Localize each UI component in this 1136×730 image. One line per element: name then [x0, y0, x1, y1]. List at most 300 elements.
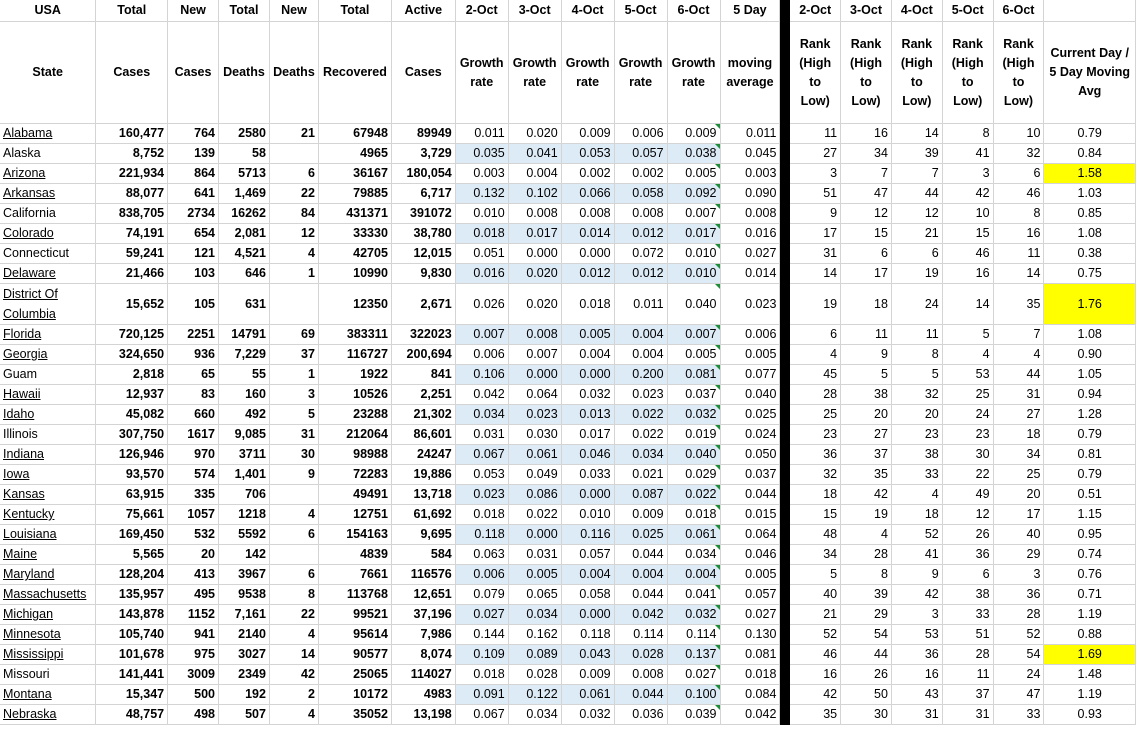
data-cell[interactable]: 0.200 — [614, 365, 667, 385]
data-cell[interactable]: 37 — [942, 685, 993, 705]
state-cell[interactable] — [0, 224, 96, 244]
data-cell[interactable]: 0.023 — [614, 385, 667, 405]
data-cell[interactable]: 31 — [891, 705, 942, 725]
data-cell[interactable]: 42705 — [318, 244, 391, 264]
data-cell[interactable]: 47 — [993, 685, 1044, 705]
data-cell[interactable]: 12350 — [318, 284, 391, 325]
data-cell[interactable]: 0.012 — [561, 264, 614, 284]
data-cell[interactable] — [269, 144, 318, 164]
state-cell[interactable] — [0, 545, 96, 565]
data-cell[interactable]: 0.027 — [667, 665, 720, 685]
separator-cell[interactable] — [780, 485, 790, 505]
data-cell[interactable]: 3,729 — [391, 144, 455, 164]
data-cell[interactable]: 0.109 — [455, 645, 508, 665]
separator-cell[interactable] — [780, 345, 790, 365]
data-cell[interactable]: 322023 — [391, 325, 455, 345]
data-cell[interactable]: 0.000 — [561, 485, 614, 505]
data-cell[interactable]: 1.19 — [1044, 605, 1136, 625]
separator-cell[interactable] — [780, 244, 790, 264]
data-cell[interactable]: 3 — [269, 385, 318, 405]
data-cell[interactable]: 0.015 — [720, 505, 780, 525]
data-cell[interactable]: 9,830 — [391, 264, 455, 284]
data-cell[interactable]: 0.061 — [508, 445, 561, 465]
data-cell[interactable]: 19 — [841, 505, 892, 525]
data-cell[interactable]: 0.023 — [455, 485, 508, 505]
data-cell[interactable]: 160 — [219, 385, 270, 405]
data-cell[interactable]: 1.48 — [1044, 665, 1136, 685]
data-cell[interactable]: 0.94 — [1044, 385, 1136, 405]
separator-cell[interactable] — [780, 545, 790, 565]
data-cell[interactable]: 15,652 — [96, 284, 168, 325]
header-cell[interactable]: New — [168, 0, 219, 22]
data-cell[interactable]: 0.041 — [667, 585, 720, 605]
data-cell[interactable]: 4 — [269, 705, 318, 725]
data-cell[interactable]: 0.072 — [614, 244, 667, 264]
data-cell[interactable]: 39 — [891, 144, 942, 164]
state-cell[interactable] — [0, 164, 96, 184]
state-cell[interactable] — [0, 425, 96, 445]
data-cell[interactable]: 32 — [891, 385, 942, 405]
state-cell[interactable] — [0, 625, 96, 645]
data-cell[interactable]: 0.005 — [667, 345, 720, 365]
header-cell[interactable]: Recovered — [318, 22, 391, 124]
data-cell[interactable]: 0.007 — [508, 345, 561, 365]
data-cell[interactable]: 970 — [168, 445, 219, 465]
data-cell[interactable]: 2,671 — [391, 284, 455, 325]
data-cell[interactable]: 720,125 — [96, 325, 168, 345]
data-cell[interactable]: 1.03 — [1044, 184, 1136, 204]
data-cell[interactable]: 25065 — [318, 665, 391, 685]
data-cell[interactable]: 113768 — [318, 585, 391, 605]
data-cell[interactable]: 55 — [219, 365, 270, 385]
data-cell[interactable]: 0.022 — [614, 425, 667, 445]
data-cell[interactable]: 16 — [790, 665, 841, 685]
state-name[interactable]: Idaho — [3, 407, 35, 421]
data-cell[interactable]: 139 — [168, 144, 219, 164]
data-cell[interactable]: 84 — [269, 204, 318, 224]
data-cell[interactable]: 9,085 — [219, 425, 270, 445]
data-cell[interactable]: 0.006 — [455, 565, 508, 585]
data-cell[interactable]: 0.012 — [614, 224, 667, 244]
data-cell[interactable]: 0.011 — [720, 124, 780, 144]
data-cell[interactable]: 0.086 — [508, 485, 561, 505]
data-cell[interactable]: 17 — [841, 264, 892, 284]
state-name[interactable]: Massachusetts — [3, 587, 87, 601]
header-cell[interactable]: Rank (High to Low) — [942, 22, 993, 124]
data-cell[interactable]: 0.009 — [561, 124, 614, 144]
data-cell[interactable]: 19 — [790, 284, 841, 325]
data-cell[interactable]: 0.091 — [455, 685, 508, 705]
data-cell[interactable]: 27 — [790, 144, 841, 164]
data-cell[interactable]: 0.049 — [508, 465, 561, 485]
separator-cell[interactable] — [780, 525, 790, 545]
data-cell[interactable]: 0.018 — [455, 224, 508, 244]
data-cell[interactable]: 21,466 — [96, 264, 168, 284]
data-cell[interactable]: 33 — [891, 465, 942, 485]
data-cell[interactable]: 0.016 — [455, 264, 508, 284]
data-cell[interactable]: 12,937 — [96, 385, 168, 405]
data-cell[interactable]: 0.029 — [667, 465, 720, 485]
data-cell[interactable]: 0.027 — [720, 605, 780, 625]
data-cell[interactable]: 88,077 — [96, 184, 168, 204]
data-cell[interactable]: 52 — [891, 525, 942, 545]
data-cell[interactable]: 0.013 — [561, 405, 614, 425]
data-cell[interactable]: 4 — [841, 525, 892, 545]
data-cell[interactable]: 4 — [891, 485, 942, 505]
data-cell[interactable]: 35 — [841, 465, 892, 485]
data-cell[interactable]: 0.037 — [667, 385, 720, 405]
data-cell[interactable]: 5 — [841, 365, 892, 385]
data-cell[interactable]: 0.010 — [561, 505, 614, 525]
separator-cell[interactable] — [780, 445, 790, 465]
data-cell[interactable]: 24 — [942, 405, 993, 425]
data-cell[interactable]: 0.023 — [720, 284, 780, 325]
data-cell[interactable]: 4,521 — [219, 244, 270, 264]
data-cell[interactable]: 841 — [391, 365, 455, 385]
data-cell[interactable]: 7 — [841, 164, 892, 184]
data-cell[interactable]: 90577 — [318, 645, 391, 665]
data-cell[interactable]: 1218 — [219, 505, 270, 525]
data-cell[interactable]: 0.022 — [667, 485, 720, 505]
separator-cell[interactable] — [780, 325, 790, 345]
data-cell[interactable]: 2,818 — [96, 365, 168, 385]
data-cell[interactable]: 16262 — [219, 204, 270, 224]
data-cell[interactable]: 23288 — [318, 405, 391, 425]
data-cell[interactable]: 0.106 — [455, 365, 508, 385]
data-cell[interactable]: 0.032 — [667, 605, 720, 625]
state-name[interactable]: Mississippi — [3, 647, 64, 661]
separator-cell[interactable] — [780, 405, 790, 425]
separator-cell[interactable] — [780, 425, 790, 445]
data-cell[interactable]: 75,661 — [96, 505, 168, 525]
header-cell[interactable]: Growth rate — [667, 22, 720, 124]
data-cell[interactable]: 0.040 — [667, 284, 720, 325]
data-cell[interactable]: 0.007 — [667, 325, 720, 345]
data-cell[interactable]: 4 — [269, 625, 318, 645]
data-cell[interactable]: 192 — [219, 685, 270, 705]
data-cell[interactable]: 48,757 — [96, 705, 168, 725]
data-cell[interactable]: 41 — [891, 545, 942, 565]
data-cell[interactable]: 12,015 — [391, 244, 455, 264]
data-cell[interactable]: 14 — [269, 645, 318, 665]
data-cell[interactable]: 0.022 — [614, 405, 667, 425]
data-cell[interactable]: 8 — [841, 565, 892, 585]
separator-cell[interactable] — [780, 0, 790, 22]
data-cell[interactable]: 0.51 — [1044, 485, 1136, 505]
data-cell[interactable]: 30 — [942, 445, 993, 465]
data-cell[interactable]: 0.090 — [720, 184, 780, 204]
state-cell[interactable] — [0, 565, 96, 585]
data-cell[interactable]: 0.010 — [455, 204, 508, 224]
data-cell[interactable]: 141,441 — [96, 665, 168, 685]
header-cell[interactable]: Growth rate — [508, 22, 561, 124]
data-cell[interactable]: 0.009 — [667, 124, 720, 144]
data-cell[interactable]: 23 — [942, 425, 993, 445]
data-cell[interactable]: 4839 — [318, 545, 391, 565]
separator-cell[interactable] — [780, 645, 790, 665]
data-cell[interactable]: 22 — [269, 605, 318, 625]
data-cell[interactable]: 1 — [269, 365, 318, 385]
data-cell[interactable]: 0.009 — [561, 665, 614, 685]
data-cell[interactable]: 37,196 — [391, 605, 455, 625]
data-cell[interactable]: 0.018 — [667, 505, 720, 525]
state-name[interactable]: Indiana — [3, 447, 45, 461]
data-cell[interactable]: 3967 — [219, 565, 270, 585]
data-cell[interactable]: 532 — [168, 525, 219, 545]
data-cell[interactable]: 864 — [168, 164, 219, 184]
state-name[interactable]: Louisiana — [3, 527, 57, 541]
data-cell[interactable]: 0.005 — [720, 345, 780, 365]
data-cell[interactable]: 0.021 — [614, 465, 667, 485]
data-cell[interactable]: 16 — [993, 224, 1044, 244]
data-cell[interactable]: 26 — [841, 665, 892, 685]
data-cell[interactable]: 105,740 — [96, 625, 168, 645]
separator-cell[interactable] — [780, 665, 790, 685]
data-cell[interactable]: 6 — [269, 525, 318, 545]
data-cell[interactable]: 0.000 — [508, 365, 561, 385]
data-cell[interactable]: 0.067 — [455, 705, 508, 725]
data-cell[interactable]: 11 — [790, 124, 841, 144]
data-cell[interactable]: 12751 — [318, 505, 391, 525]
data-cell[interactable]: 1057 — [168, 505, 219, 525]
data-cell[interactable]: 0.93 — [1044, 705, 1136, 725]
data-cell[interactable]: 0.038 — [667, 144, 720, 164]
data-cell[interactable]: 26 — [942, 525, 993, 545]
state-cell[interactable] — [0, 465, 96, 485]
data-cell[interactable]: 95614 — [318, 625, 391, 645]
data-cell[interactable]: 646 — [219, 264, 270, 284]
data-cell[interactable]: 143,878 — [96, 605, 168, 625]
data-cell[interactable]: 0.018 — [720, 665, 780, 685]
data-cell[interactable]: 0.027 — [455, 605, 508, 625]
separator-cell[interactable] — [780, 685, 790, 705]
header-cell[interactable]: 2-Oct — [790, 0, 841, 22]
data-cell[interactable]: 32 — [993, 144, 1044, 164]
state-cell[interactable] — [0, 585, 96, 605]
data-cell[interactable]: 0.100 — [667, 685, 720, 705]
data-cell[interactable]: 53 — [891, 625, 942, 645]
state-name[interactable]: Alabama — [3, 126, 53, 140]
data-cell[interactable]: 0.033 — [561, 465, 614, 485]
header-cell[interactable]: 3-Oct — [841, 0, 892, 22]
data-cell[interactable]: 0.008 — [508, 325, 561, 345]
data-cell[interactable]: 126,946 — [96, 445, 168, 465]
state-cell[interactable] — [0, 284, 96, 325]
state-name[interactable]: Maine — [3, 547, 38, 561]
state-cell[interactable] — [0, 264, 96, 284]
data-cell[interactable]: 0.005 — [720, 565, 780, 585]
state-name[interactable]: Montana — [3, 687, 52, 701]
header-cell[interactable]: Growth rate — [455, 22, 508, 124]
data-cell[interactable]: 33 — [942, 605, 993, 625]
data-cell[interactable]: 0.008 — [508, 204, 561, 224]
data-cell[interactable]: 0.044 — [614, 685, 667, 705]
data-cell[interactable]: 11 — [993, 244, 1044, 264]
state-name[interactable]: District Of Columbia — [3, 287, 58, 321]
data-cell[interactable]: 0.042 — [614, 605, 667, 625]
data-cell[interactable]: 0.004 — [508, 164, 561, 184]
data-cell[interactable]: 631 — [219, 284, 270, 325]
data-cell[interactable]: 0.017 — [508, 224, 561, 244]
data-cell[interactable]: 0.019 — [667, 425, 720, 445]
data-cell[interactable]: 22 — [269, 184, 318, 204]
data-cell[interactable]: 9 — [841, 345, 892, 365]
data-cell[interactable]: 45,082 — [96, 405, 168, 425]
data-cell[interactable]: 8 — [942, 124, 993, 144]
data-cell[interactable]: 324,650 — [96, 345, 168, 365]
data-cell[interactable]: 8 — [993, 204, 1044, 224]
data-cell[interactable]: 0.012 — [614, 264, 667, 284]
data-cell[interactable]: 495 — [168, 585, 219, 605]
data-cell[interactable]: 0.018 — [455, 665, 508, 685]
state-cell[interactable] — [0, 345, 96, 365]
header-cell[interactable]: Growth rate — [614, 22, 667, 124]
data-cell[interactable]: 49491 — [318, 485, 391, 505]
data-cell[interactable]: 0.137 — [667, 645, 720, 665]
data-cell[interactable]: 2580 — [219, 124, 270, 144]
data-cell[interactable]: 936 — [168, 345, 219, 365]
data-cell[interactable]: 0.031 — [508, 545, 561, 565]
state-name[interactable]: Georgia — [3, 347, 48, 361]
data-cell[interactable]: 36 — [891, 645, 942, 665]
data-cell[interactable]: 59,241 — [96, 244, 168, 264]
data-cell[interactable]: 12 — [942, 505, 993, 525]
header-cell[interactable]: 6-Oct — [993, 0, 1044, 22]
data-cell[interactable]: 28 — [942, 645, 993, 665]
header-cell[interactable]: 6-Oct — [667, 0, 720, 22]
data-cell[interactable]: 19,886 — [391, 465, 455, 485]
data-cell[interactable]: 14 — [993, 264, 1044, 284]
data-cell[interactable]: 17 — [993, 505, 1044, 525]
data-cell[interactable]: 24 — [891, 284, 942, 325]
data-cell[interactable]: 0.118 — [455, 525, 508, 545]
data-cell[interactable]: 0.061 — [667, 525, 720, 545]
separator-cell[interactable] — [780, 284, 790, 325]
data-cell[interactable]: 0.016 — [720, 224, 780, 244]
data-cell[interactable]: 25 — [942, 385, 993, 405]
state-cell[interactable] — [0, 485, 96, 505]
data-cell[interactable]: 114027 — [391, 665, 455, 685]
data-cell[interactable]: 3027 — [219, 645, 270, 665]
header-cell[interactable]: Rank (High to Low) — [841, 22, 892, 124]
data-cell[interactable]: 52 — [993, 625, 1044, 645]
data-cell[interactable]: 1.19 — [1044, 685, 1136, 705]
data-cell[interactable]: 0.95 — [1044, 525, 1136, 545]
data-cell[interactable]: 42 — [790, 685, 841, 705]
data-cell[interactable]: 0.114 — [614, 625, 667, 645]
data-cell[interactable]: 0.005 — [561, 325, 614, 345]
data-cell[interactable]: 0.034 — [614, 445, 667, 465]
data-cell[interactable]: 0.032 — [561, 385, 614, 405]
data-cell[interactable]: 0.71 — [1044, 585, 1136, 605]
header-cell[interactable]: Active — [391, 0, 455, 22]
data-cell[interactable]: 54 — [993, 645, 1044, 665]
separator-cell[interactable] — [780, 505, 790, 525]
data-cell[interactable]: 74,191 — [96, 224, 168, 244]
data-cell[interactable]: 0.004 — [614, 565, 667, 585]
data-cell[interactable]: 19 — [891, 264, 942, 284]
data-cell[interactable]: 20 — [891, 405, 942, 425]
data-cell[interactable]: 941 — [168, 625, 219, 645]
data-cell[interactable]: 20 — [993, 485, 1044, 505]
separator-cell[interactable] — [780, 204, 790, 224]
data-cell[interactable]: 12 — [269, 224, 318, 244]
data-cell[interactable]: 4 — [942, 345, 993, 365]
state-name[interactable]: Maryland — [3, 567, 55, 581]
header-cell[interactable]: Cases — [96, 22, 168, 124]
data-cell[interactable] — [269, 284, 318, 325]
data-cell[interactable]: 20 — [168, 545, 219, 565]
data-cell[interactable]: 2349 — [219, 665, 270, 685]
data-cell[interactable]: 21,302 — [391, 405, 455, 425]
data-cell[interactable]: 0.005 — [508, 565, 561, 585]
data-cell[interactable]: 0.000 — [561, 365, 614, 385]
data-cell[interactable]: 5,565 — [96, 545, 168, 565]
data-cell[interactable]: 42 — [841, 485, 892, 505]
data-cell[interactable]: 0.044 — [720, 485, 780, 505]
data-cell[interactable]: 51 — [942, 625, 993, 645]
state-cell[interactable] — [0, 505, 96, 525]
data-cell[interactable]: 641 — [168, 184, 219, 204]
data-cell[interactable]: 16 — [942, 264, 993, 284]
data-cell[interactable]: 99521 — [318, 605, 391, 625]
data-cell[interactable]: 764 — [168, 124, 219, 144]
data-cell[interactable]: 16 — [891, 665, 942, 685]
data-cell[interactable]: 7,986 — [391, 625, 455, 645]
data-cell[interactable]: 0.034 — [508, 705, 561, 725]
data-cell[interactable]: 37 — [269, 345, 318, 365]
data-cell[interactable]: 116576 — [391, 565, 455, 585]
data-cell[interactable]: 160,477 — [96, 124, 168, 144]
data-cell[interactable]: 6,717 — [391, 184, 455, 204]
data-cell[interactable]: 1152 — [168, 605, 219, 625]
data-cell[interactable]: 28 — [993, 605, 1044, 625]
data-cell[interactable]: 35 — [993, 284, 1044, 325]
data-cell[interactable]: 0.003 — [720, 164, 780, 184]
data-cell[interactable]: 41 — [942, 144, 993, 164]
data-cell[interactable]: 46 — [993, 184, 1044, 204]
data-cell[interactable]: 1922 — [318, 365, 391, 385]
data-cell[interactable]: 0.114 — [667, 625, 720, 645]
header-cell[interactable]: 4-Oct — [891, 0, 942, 22]
data-cell[interactable]: 0.027 — [720, 244, 780, 264]
data-cell[interactable]: 53 — [942, 365, 993, 385]
data-cell[interactable]: 7661 — [318, 565, 391, 585]
separator-cell[interactable] — [780, 385, 790, 405]
state-cell[interactable] — [0, 365, 96, 385]
state-name[interactable]: Iowa — [3, 467, 30, 481]
data-cell[interactable]: 4965 — [318, 144, 391, 164]
data-cell[interactable]: 0.005 — [667, 164, 720, 184]
data-cell[interactable]: 0.88 — [1044, 625, 1136, 645]
state-name[interactable]: Kansas — [3, 487, 45, 501]
data-cell[interactable]: 1.08 — [1044, 224, 1136, 244]
header-cell[interactable]: 5 Day — [720, 0, 780, 22]
data-cell[interactable]: 5 — [942, 325, 993, 345]
data-cell[interactable]: 50 — [841, 685, 892, 705]
header-cell[interactable]: Rank (High to Low) — [891, 22, 942, 124]
data-cell[interactable]: 0.032 — [561, 705, 614, 725]
data-cell[interactable]: 0.046 — [720, 545, 780, 565]
data-cell[interactable]: 61,692 — [391, 505, 455, 525]
data-cell[interactable]: 69 — [269, 325, 318, 345]
data-cell[interactable]: 31 — [790, 244, 841, 264]
data-cell[interactable]: 500 — [168, 685, 219, 705]
data-cell[interactable]: 0.034 — [455, 405, 508, 425]
separator-cell[interactable] — [780, 22, 790, 124]
data-cell[interactable]: 0.008 — [614, 665, 667, 685]
state-cell[interactable] — [0, 665, 96, 685]
